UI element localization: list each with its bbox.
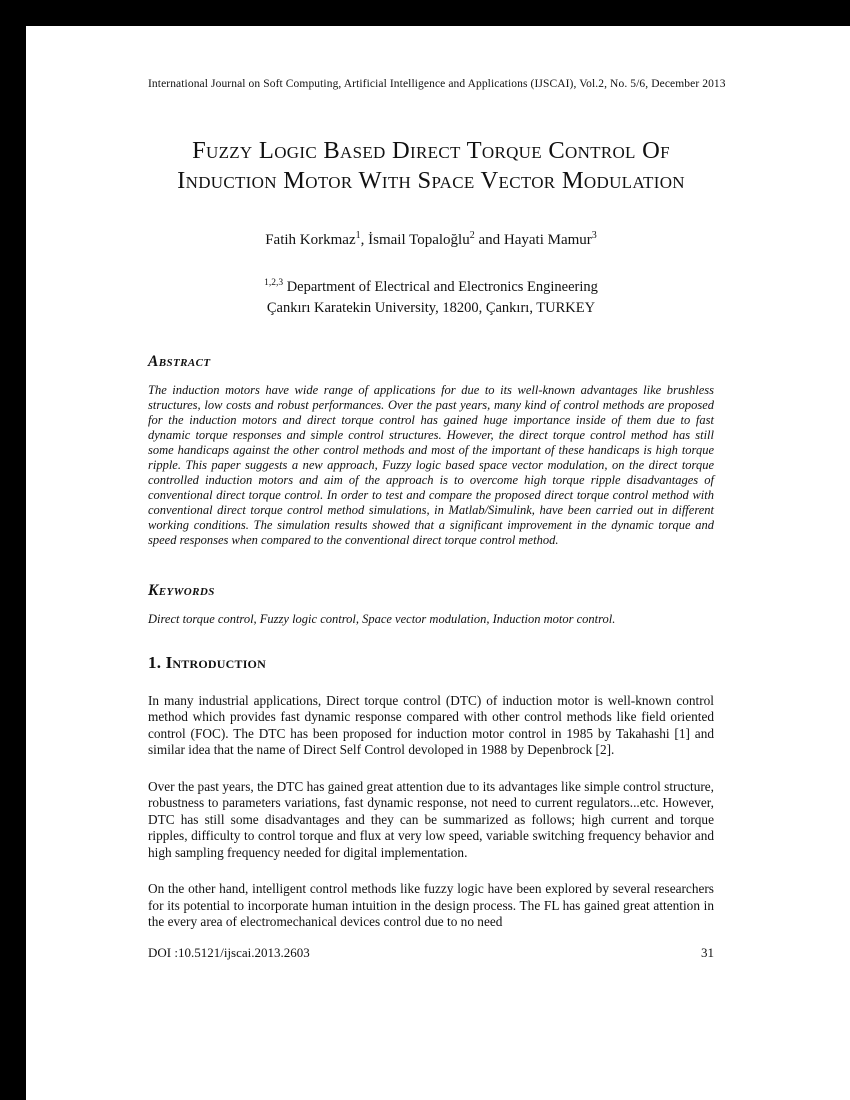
scan-border-top [0,0,850,26]
author-3-sup: 3 [591,230,597,241]
introduction-heading: 1. Introduction [148,652,266,672]
keywords-text: Direct torque control, Fuzzy logic control, Space vector modulation, Induction motor control. [148,611,616,626]
keywords-heading: Keywords [148,581,215,599]
paper-content [148,78,726,961]
abstract-heading: Abstract [148,352,211,370]
author-1-name: Fatih Korkmaz [265,232,356,248]
affiliation-line2: Çankırı Karatekin University, 18200, Çankırı, TURKEY [266,299,596,316]
author-1-sup: 1 [355,230,361,241]
affiliation [148,273,714,319]
scan-border-left [0,0,26,1100]
paper-title: Fuzzy Logic Based Direct Torque Control Of Induction Motor With Space Vector Modulation [177,137,685,194]
doi-text: DOI :10.5121/ijscai.2013.2603 [148,944,310,960]
page-footer [148,945,714,961]
author-3-name: and Hayati Mamur [474,232,592,248]
journal-header: International Journal on Soft Computing, Artificial Intelligence and Applications (IJSCAI), Vol.2, No. 5/6, December 2013 [148,78,726,90]
introduction-paragraph-1: In many industrial applications, Direct torque control (DTC) of induction motor is well-known control method which provides fast dynamic response compared with other control methods like field oriented control (FOC). The DTC has been proposed for induction motor control in 1985 by Takahashi [1] and similar idea that the name of Direct Self Control devoloped in 1988 by Depenbrock [2]. [148,692,714,758]
author-2-sup: 2 [469,230,475,241]
abstract-text: The induction motors have wide range of applications for due to its well-known advantages like brushless structures, low costs and robust performances. Over the past years, many kind of control methods are proposed for the induction motors and direct torque control has gained huge importance inside of them due to fast dynamic torque responses and simple control structures. However, the direct torque control method has still some handicaps against the other control methods and most of the important of these handicaps is high torque ripple. This paper suggests a new approach, Fuzzy logic based space vector modulation, on the direct torque controlled induction motors and aim of the approach is to overcome high torque ripple disadvantages of conventional direct torque control. In order to test and compare the proposed direct torque control method with conventional direct torque control method simulations, in Matlab/Simulink, have been carried out in different working conditions. The simulation results showed that a significant improvement in the dynamic torque and speed responses when compared to the conventional direct torque control method. [148,382,714,547]
author-2-name: , İsmail Topaloğlu [360,232,470,248]
affiliation-sup: 1,2,3 [264,278,284,288]
page-number: 31 [701,944,714,960]
affiliation-dept: Department of Electrical and Electronics Engineering [283,278,598,295]
introduction-paragraph-3: On the other hand, intelligent control methods like fuzzy logic have been explored by several researchers for its potential to incorporate human intuition in the design process. The FL has gained great attention in the every area of electromechanical devices control due to no need [148,881,714,930]
affiliation-line1 [148,273,714,298]
authors-line [148,230,714,249]
introduction-paragraph-2: Over the past years, the DTC has gained great attention due to its advantages like simple control structure, robustness to parameters variations, fast dynamic response, not need to current regulators...etc. However, DTC has still some disadvantages and they can be summarized as follows; high current and torque ripples, difficulty to control torque and flux at very low speed, variable switching frequency behavior and high sampling frequency needed for digital implementation. [148,778,714,860]
